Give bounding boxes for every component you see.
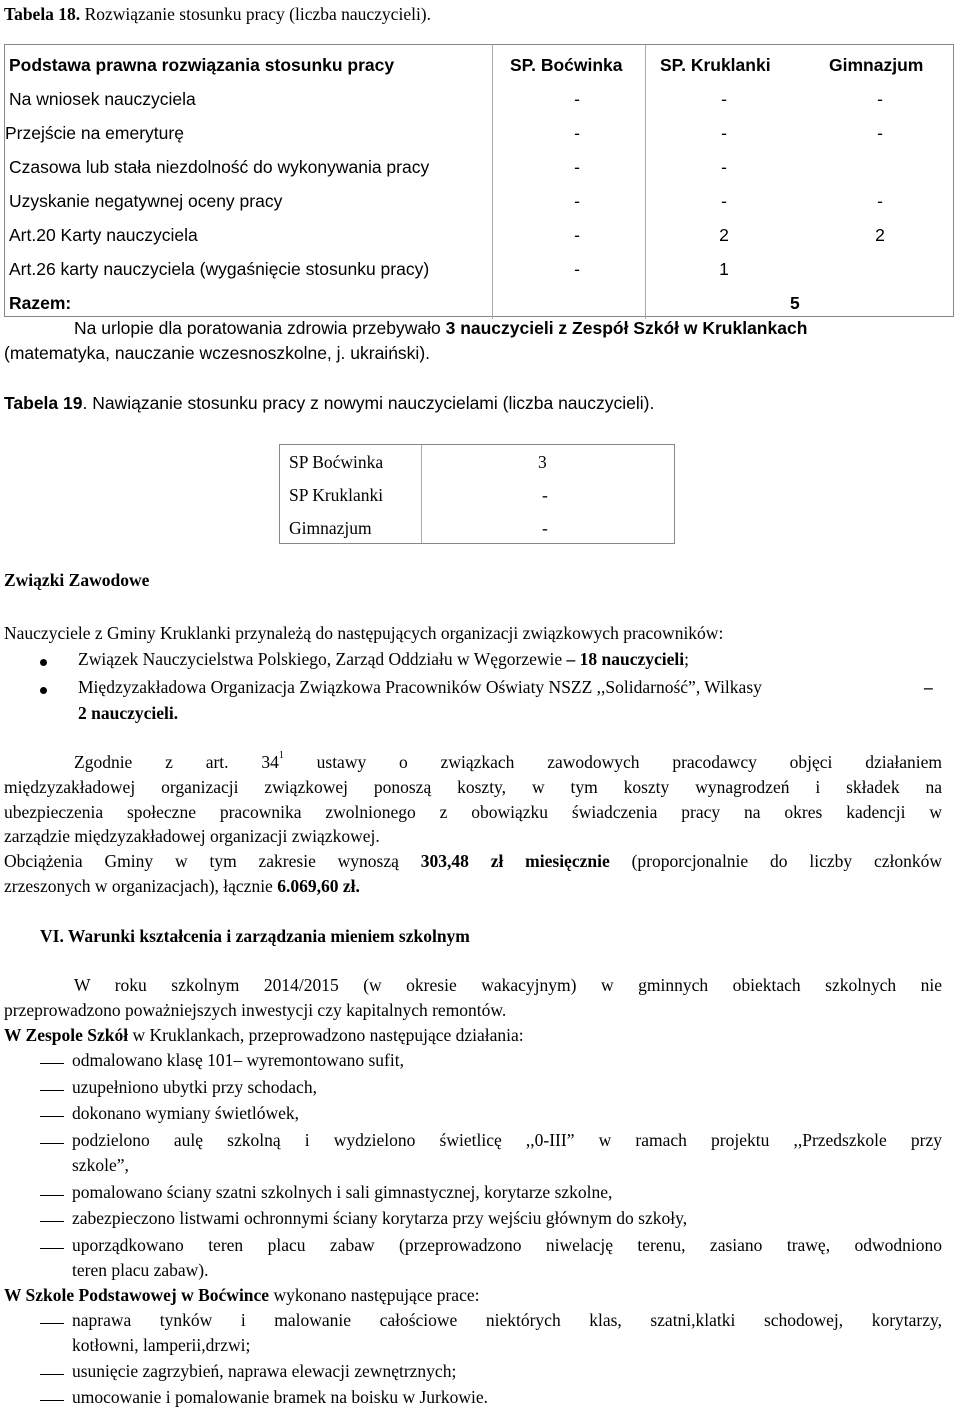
dash-icon (40, 1195, 64, 1196)
list-item: usunięcie zagrzybień, naprawa elewacji zewnętrznych; (72, 1361, 457, 1381)
union-item-dash: – (924, 677, 933, 697)
table19-cell: - (542, 518, 548, 538)
table18-row-label: Uzyskanie negatywnej oceny pracy (9, 191, 283, 211)
table18-total-label: Razem: (9, 293, 72, 313)
union-item-count: 2 nauczycieli. (78, 703, 179, 723)
sp-heading (4, 1285, 479, 1306)
union-item-solidarnosc (78, 677, 920, 698)
list-item-cont: szkole”, (72, 1155, 129, 1175)
costs-line2 (4, 876, 360, 897)
unions-intro: Nauczyciele z Gminy Kruklanki przynależą do następujących organizacji związkowych pracowników: (4, 623, 724, 643)
list-item: uzupełniono ubytki przy schodach, (72, 1077, 317, 1097)
table18-cell: 1 (719, 259, 729, 279)
leave-paragraph-line2: (matematyka, nauczanie wczesnoszkolne, j. ukraiński). (4, 343, 431, 363)
table19-caption (4, 393, 654, 414)
table18-header-bocwinka: SP. Boćwinka (510, 55, 623, 75)
paragraph-text: (proporcjonalnie do liczby członków (609, 851, 942, 871)
list-item: umocowanie i pomalowanie bramek na boisku w Jurkowie. (72, 1387, 489, 1407)
table18-caption-number: Tabela 18. (4, 4, 81, 24)
unions-paragraph-line1 (74, 752, 942, 773)
table18-cell: - (574, 89, 580, 109)
footnote-sup: 1 (278, 750, 284, 761)
table18-cell: 2 (719, 225, 729, 245)
sp-heading-text: wykonano następujące prace: (269, 1285, 480, 1305)
list-item: uporządkowano teren placu zabaw (przeprowadzono niwelację terenu, zasiano trawę, odwodniono (72, 1235, 942, 1255)
table18-cell: - (877, 123, 883, 143)
monthly-cost: 303,48 zł miesięcznie (420, 851, 610, 871)
table18-header-basis: Podstawa prawna rozwiązania stosunku pracy (9, 55, 395, 75)
table18-row-label: Na wniosek nauczyciela (9, 89, 196, 109)
table18-cell: - (574, 225, 580, 245)
table18-cell: - (574, 259, 580, 279)
table18-caption-text: Rozwiązanie stosunku pracy (liczba nauczycieli). (80, 4, 432, 24)
list-item: naprawa tynków i malowanie całościowe niektórych klas, szatni,klatki schodowej, korytarzy, (72, 1310, 942, 1330)
dash-icon (40, 1248, 64, 1249)
unions-heading: Związki Zawodowe (4, 570, 150, 590)
list-item: podzielono aulę szkolną i wydzielono świetlicę ,,0-III” w ramach projektu ,,Przedszkole przy (72, 1130, 942, 1150)
table18-caption (4, 4, 431, 25)
table18-row-label: Czasowa lub stała niezdolność do wykonywania pracy (9, 157, 430, 177)
table19-caption-text: . Nawiązanie stosunku pracy z nowymi nauczycielami (liczba nauczycieli). (82, 393, 655, 413)
section6-intro-line1: W roku szkolnym 2014/2015 (w okresie wakacyjnym) w gminnych obiektach szkolnych nie (74, 975, 942, 995)
table18-cell: 2 (875, 225, 885, 245)
paragraph-text: ustawy o związkach zawodowych pracodawcy objęci działaniem (283, 752, 942, 772)
dash-icon (40, 1323, 64, 1324)
sp-heading-bold: W Szkole Podstawowej w Boćwince (4, 1285, 270, 1305)
zs-heading (4, 1025, 524, 1046)
table19-row-label: SP Kruklanki (289, 485, 384, 505)
table18-cell: - (721, 191, 727, 211)
dash-icon (40, 1221, 64, 1222)
table18-row-label: Art.20 Karty nauczyciela (9, 225, 198, 245)
table18-row-label: Przejście na emeryturę (5, 123, 184, 143)
union-item-text: Związek Nauczycielstwa Polskiego, Zarząd Oddziału w Węgorzewie (78, 649, 567, 669)
union-item-end: ; (684, 649, 690, 669)
dash-icon (40, 1090, 64, 1091)
table18-cell: - (721, 89, 727, 109)
table18-cell: - (877, 191, 883, 211)
leave-text: Na urlopie dla poratowania zdrowia przebywało (74, 318, 446, 338)
table19-row-label: Gimnazjum (289, 518, 372, 538)
table18-cell: - (721, 157, 727, 177)
table18-total-value: 5 (790, 293, 800, 313)
list-item-cont: kotłowni, lamperii,drzwi; (72, 1335, 251, 1355)
dash-icon (40, 1116, 64, 1117)
list-item: dokonano wymiany świetlówek, (72, 1103, 299, 1123)
total-cost: 6.069,60 zł. (277, 876, 360, 896)
table19-divider (421, 445, 422, 543)
leave-paragraph-line1 (74, 318, 807, 339)
dash-icon (40, 1063, 64, 1064)
list-item-cont: teren placu zabaw). (72, 1260, 209, 1280)
paragraph-text: Zgodnie z art. 34 (74, 752, 279, 772)
table18-cell: - (574, 191, 580, 211)
table19-row-label: SP Boćwinka (289, 452, 384, 472)
zs-heading-bold: W Zespole Szkół (4, 1025, 129, 1045)
dash-icon (40, 1374, 64, 1375)
table18-divider (645, 45, 646, 319)
dash-icon (40, 1143, 64, 1144)
table18-cell: - (721, 123, 727, 143)
list-item: pomalowano ściany szatni szkolnych i sali gimnastycznej, korytarze szkolne, (72, 1182, 613, 1202)
leave-bold: 3 nauczycieli z Zespół Szkół w Kruklankach (445, 318, 808, 338)
table18-header-kruklanki: SP. Kruklanki (660, 55, 771, 75)
table18-cell: - (574, 157, 580, 177)
union-item-znp (78, 649, 689, 670)
section6-intro-line2: przeprowadzono poważniejszych inwestycji czy kapitalnych remontów. (4, 1000, 507, 1020)
union-item-text: Międzyzakładowa Organizacja Związkowa Pracowników Oświaty NSZZ ,,Solidarność”, Wilkasy (78, 677, 762, 697)
table18-divider (492, 45, 493, 319)
list-item: odmalowano klasę 101– wyremontowano sufit, (72, 1050, 404, 1070)
table19-cell: 3 (538, 452, 547, 472)
dash-icon (40, 1400, 64, 1401)
paragraph-text: zrzeszonych w organizacjach), łącznie (4, 876, 278, 896)
paragraph-text: Obciążenia Gminy w tym zakresie wynoszą (4, 851, 421, 871)
table18 (4, 44, 954, 317)
unions-paragraph-line2: międzyzakładowej organizacji związkowej ponoszą koszty, w tym koszty wynagrodzeń i składek na (4, 777, 942, 797)
union-item-count: – 18 nauczycieli (566, 649, 685, 669)
zs-heading-text: w Kruklankach, przeprowadzono następujące działania: (128, 1025, 524, 1045)
unions-paragraph-line3: ubezpieczenia społeczne pracownika zwolnionego z obowiązku świadczenia pracy na okres kadencji w (4, 802, 942, 822)
table19-cell: - (542, 485, 548, 505)
costs-line1 (4, 851, 942, 872)
table19-caption-number: Tabela 19 (4, 393, 83, 413)
list-item: zabezpieczono listwami ochronnymi ściany korytarza przy wejściu głównym do szkoły, (72, 1208, 688, 1228)
table18-row-label: Art.26 karty nauczyciela (wygaśnięcie stosunku pracy) (9, 259, 430, 279)
table18-header-gimnazjum: Gimnazjum (829, 55, 924, 75)
table18-cell: - (877, 89, 883, 109)
bullet-icon (40, 687, 47, 694)
unions-paragraph-line4: zarządzie międzyzakładowej organizacji związkowej. (4, 826, 380, 846)
table19 (279, 444, 675, 544)
bullet-icon (40, 659, 47, 666)
table18-cell: - (574, 123, 580, 143)
section6-heading: VI. Warunki kształcenia i zarządzania mieniem szkolnym (40, 926, 470, 946)
